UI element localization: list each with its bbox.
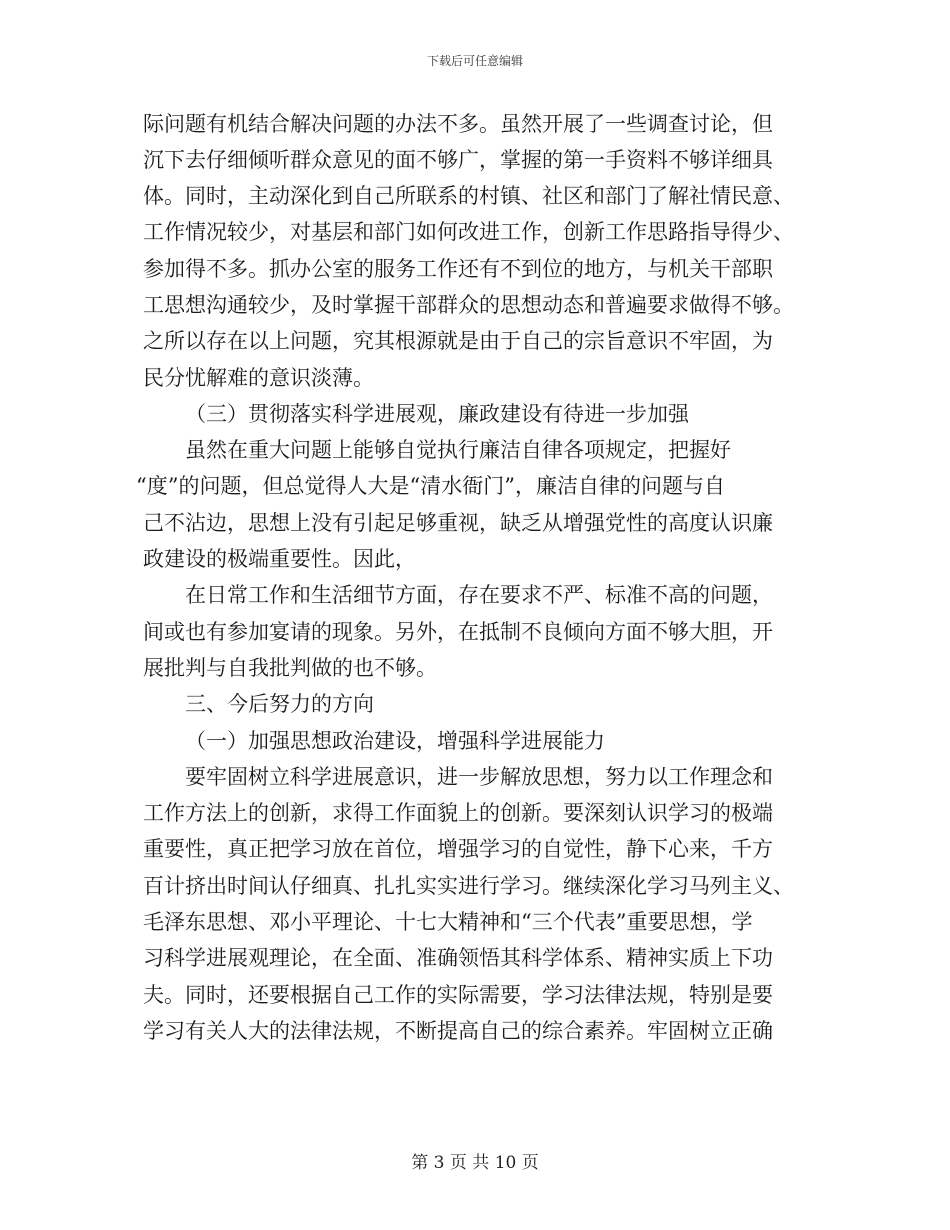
body-line: 重要性，真正把学习放在首位，增强学习的自觉性，静下心来，千方 xyxy=(143,837,773,861)
section-heading: （三）贯彻落实科学进展观，廉政建设有待进一步加强 xyxy=(185,402,689,426)
body-line: 参加得不多。抓办公室的服务工作还有不到位的地方，与机关干部职 xyxy=(143,257,773,281)
body-line: 展批判与自我批判做的也不够。 xyxy=(143,656,437,680)
body-line: 习科学进展观理论，在全面、准确领悟其科学体系、精神实质上下功 xyxy=(143,946,773,970)
body-line: 间或也有参加宴请的现象。另外，在抵制不良倾向方面不够大胆，开 xyxy=(143,620,773,644)
body-line: 在日常工作和生活细节方面，存在要求不严、标准不高的问题， xyxy=(185,583,773,607)
body-line: 体。同时，主动深化到自己所联系的村镇、社区和部门了解社情民意、 xyxy=(143,184,794,208)
body-line: “度”的问题，但总觉得人大是“清水衙门”，廉洁自律的问题与自 xyxy=(136,474,725,498)
body-line: 学习有关人大的法律法规，不断提高自己的综合素养。牢固树立正确 xyxy=(143,1019,773,1043)
body-line: 际问题有机结合解决问题的办法不多。虽然开展了一些调查讨论，但 xyxy=(143,112,773,136)
body-line: 工作情况较少，对基层和部门如何改进工作，创新工作思路指导得少、 xyxy=(143,220,794,244)
body-line: 虽然在重大问题上能够自觉执行廉洁自律各项规定，把握好 xyxy=(185,438,731,462)
body-line: 政建设的极端重要性。因此， xyxy=(143,547,416,571)
body-line: 之所以存在以上问题，究其根源就是由于自己的宗旨意识不牢固，为 xyxy=(143,329,773,353)
body-line: 夫。同时，还要根据自己工作的实际需要，学习法律法规，特别是要 xyxy=(143,983,773,1007)
body-line: 要牢固树立科学进展意识，进一步解放思想，努力以工作理念和 xyxy=(185,765,773,789)
section-heading: （一）加强思想政治建设，增强科学进展能力 xyxy=(185,729,605,753)
section-heading: 三、今后努力的方向 xyxy=(185,692,374,716)
body-line: 工思想沟通较少，及时掌握干部群众的思想动态和普遍要求做得不够。 xyxy=(143,293,794,317)
body-line: 百计挤出时间认仔细真、扎扎实实进行学习。继续深化学习马列主义、 xyxy=(143,874,794,898)
body-line: 工作方法上的创新，求得工作面貌上的创新。要深刻认识学习的极端 xyxy=(143,801,773,825)
body-line: 沉下去仔细倾听群众意见的面不够广，掌握的第一手资料不够详细具 xyxy=(143,148,773,172)
body-line: 民分忧解难的意识淡薄。 xyxy=(143,366,374,390)
body-line: 己不沾边，思想上没有引起足够重视，缺乏从增强党性的高度认识廉 xyxy=(143,511,773,535)
page-header: 下载后可任意编辑 xyxy=(426,54,523,68)
body-line: 毛泽东思想、邓小平理论、十七大精神和“三个代表”重要思想，学 xyxy=(143,910,753,934)
page-number: 第 3 页 共 10 页 xyxy=(411,1153,539,1173)
